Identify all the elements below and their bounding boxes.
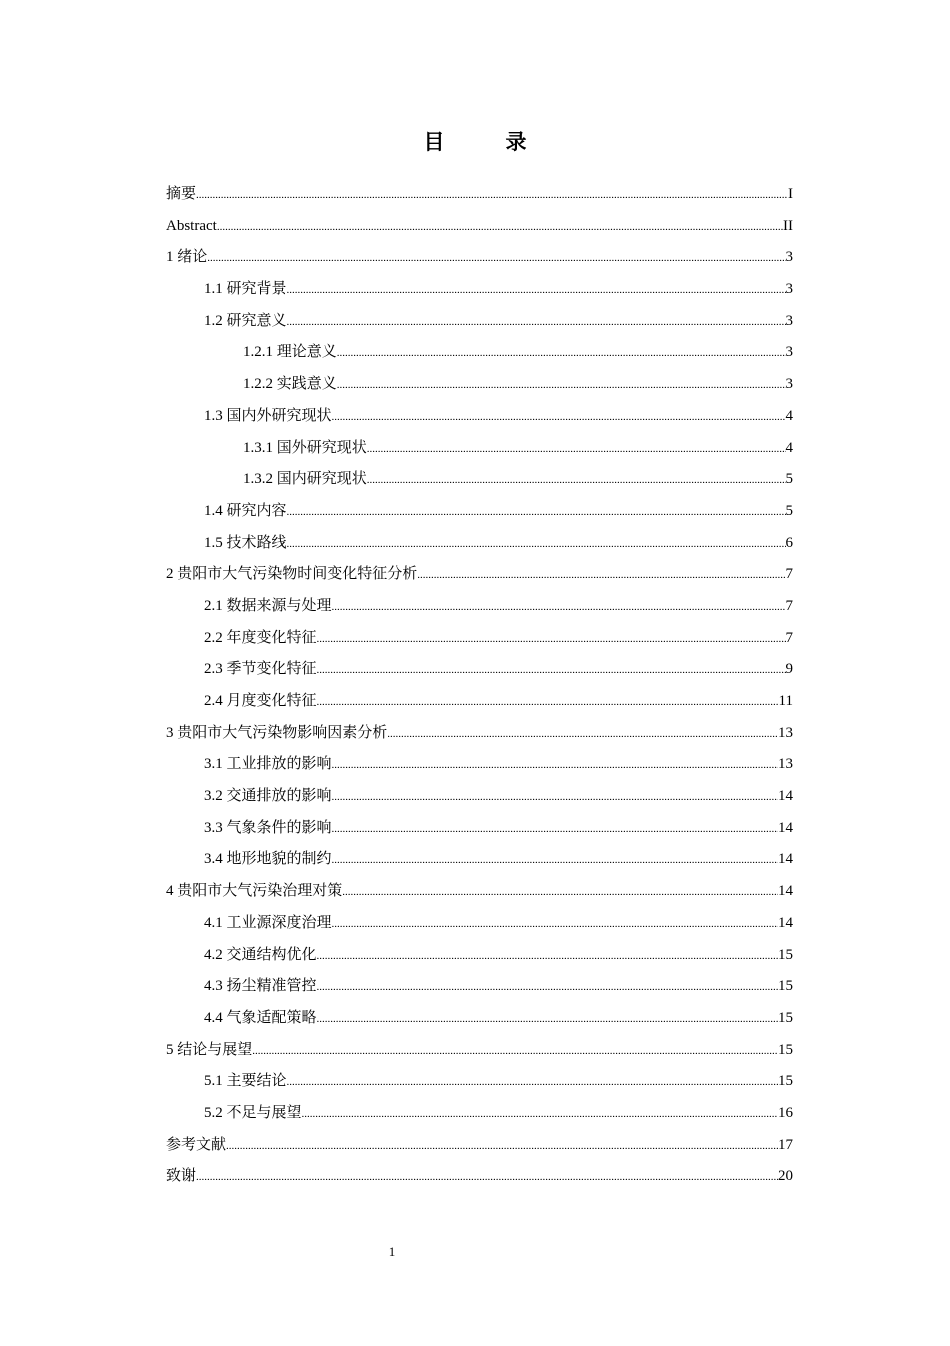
toc-leader-dots xyxy=(217,212,783,244)
toc-entry-page: 13 xyxy=(778,724,793,741)
toc-entry-page: 15 xyxy=(778,946,793,963)
toc-leader-dots xyxy=(207,243,785,275)
toc-entry-page: 3 xyxy=(785,376,793,393)
toc-entry-page: I xyxy=(788,186,793,202)
toc-entry[interactable] xyxy=(166,559,793,591)
toc-entry[interactable] xyxy=(166,401,793,433)
toc-leader-dots xyxy=(317,655,786,687)
toc-entry[interactable] xyxy=(166,686,793,718)
toc-entry[interactable] xyxy=(166,242,793,274)
toc-entry[interactable] xyxy=(166,464,793,496)
toc-leader-dots xyxy=(317,624,786,656)
toc-entry-title: 4.1 工业源深度治理 xyxy=(204,914,332,931)
toc-entry-page: 14 xyxy=(778,883,793,900)
toc-entry-title: 1 绪论 xyxy=(166,249,208,266)
toc-leader-dots xyxy=(317,972,778,1004)
toc-leader-dots xyxy=(252,1036,778,1068)
toc-leader-dots xyxy=(332,402,786,434)
toc-entry[interactable] xyxy=(166,1161,793,1193)
toc-entry[interactable] xyxy=(166,274,793,306)
toc-entry[interactable] xyxy=(166,1098,793,1130)
toc-entry[interactable] xyxy=(166,623,793,655)
toc-entry[interactable] xyxy=(166,908,793,940)
toc-entry[interactable] xyxy=(166,971,793,1003)
toc-entry[interactable] xyxy=(166,1003,793,1035)
toc-leader-dots xyxy=(287,275,786,307)
toc-entry-title: 2.1 数据来源与处理 xyxy=(204,597,332,614)
toc-entry-title: 1.5 技术路线 xyxy=(204,534,287,551)
toc-entry-page: 14 xyxy=(778,819,793,836)
toc-leader-dots xyxy=(337,338,786,370)
toc-entry-title: Abstract xyxy=(166,217,217,234)
toc-entry-title: 5.1 主要结论 xyxy=(204,1073,287,1090)
toc-entry[interactable] xyxy=(166,1130,793,1162)
toc-entry-page: 7 xyxy=(785,597,793,614)
toc-entry-page: 7 xyxy=(785,566,793,583)
toc-leader-dots xyxy=(287,529,786,561)
toc-entry-page: 7 xyxy=(785,629,793,646)
toc-entry[interactable] xyxy=(166,718,793,750)
toc-entry[interactable] xyxy=(166,211,793,243)
toc-entry-title: 1.4 研究内容 xyxy=(204,502,287,519)
toc-entry-title: 5.2 不足与展望 xyxy=(204,1104,302,1121)
toc-entry-title: 5 结论与展望 xyxy=(166,1041,253,1058)
toc-entry-title: 4.2 交通结构优化 xyxy=(204,946,317,963)
toc-entry-title: 2 贵阳市大气污染物时间变化特征分析 xyxy=(166,566,418,583)
toc-entry-title: 3.1 工业排放的影响 xyxy=(204,756,332,773)
toc-entry[interactable] xyxy=(166,940,793,972)
toc-entry-title: 1.3.2 国内研究现状 xyxy=(243,471,367,488)
toc-entry-page: 14 xyxy=(778,851,793,868)
toc-entry[interactable] xyxy=(166,369,793,401)
toc-entry-title: 3.4 地形地貌的制约 xyxy=(204,851,332,868)
toc-entry[interactable] xyxy=(166,528,793,560)
toc-entry-page: 20 xyxy=(778,1168,793,1185)
toc-entry[interactable] xyxy=(166,654,793,686)
toc-entry-page: 14 xyxy=(778,914,793,931)
toc-entry-page: 13 xyxy=(778,756,793,773)
toc-entry[interactable] xyxy=(166,306,793,338)
toc-entry-title: 3.2 交通排放的影响 xyxy=(204,788,332,805)
toc-list xyxy=(166,179,793,1193)
toc-entry[interactable] xyxy=(166,179,793,211)
toc-entry-page: 15 xyxy=(778,1073,793,1090)
toc-entry-page: 15 xyxy=(778,978,793,995)
toc-entry[interactable] xyxy=(166,749,793,781)
toc-entry-title: 4.4 气象适配策略 xyxy=(204,1009,317,1026)
toc-entry[interactable] xyxy=(166,781,793,813)
toc-leader-dots xyxy=(317,941,778,973)
toc-entry[interactable] xyxy=(166,1035,793,1067)
toc-entry-title: 3.3 气象条件的影响 xyxy=(204,819,332,836)
toc-entry-page: 17 xyxy=(778,1136,793,1153)
toc-entry-page: 6 xyxy=(785,534,793,551)
page-number: 1 xyxy=(388,1244,396,1259)
toc-entry-page: 3 xyxy=(785,249,793,266)
toc-leader-dots xyxy=(332,782,778,814)
toc-entry[interactable] xyxy=(166,813,793,845)
toc-entry-page: II xyxy=(783,217,793,234)
toc-entry-page: 15 xyxy=(778,1041,793,1058)
toc-entry-page: 16 xyxy=(778,1104,793,1121)
toc-leader-dots xyxy=(332,750,778,782)
toc-entry-page: 3 xyxy=(785,344,793,361)
toc-entry-title: 1.3 国内外研究现状 xyxy=(204,407,332,424)
toc-leader-dots xyxy=(367,434,786,466)
toc-entry-title: 4.3 扬尘精准管控 xyxy=(204,978,317,995)
toc-entry-title: 1.1 研究背景 xyxy=(204,281,287,298)
toc-entry-title: 2.3 季节变化特征 xyxy=(204,661,317,678)
toc-entry-title: 1.2 研究意义 xyxy=(204,312,287,329)
toc-entry[interactable] xyxy=(166,1066,793,1098)
toc-leader-dots xyxy=(196,1162,778,1194)
toc-entry-title: 1.2.1 理论意义 xyxy=(243,344,337,361)
toc-leader-dots xyxy=(317,687,779,719)
toc-entry-title: 致谢 xyxy=(166,1168,197,1185)
toc-leader-dots xyxy=(332,845,778,877)
toc-entry-page: 5 xyxy=(785,502,793,519)
toc-leader-dots xyxy=(287,497,786,529)
toc-entry-title: 2.2 年度变化特征 xyxy=(204,629,317,646)
toc-entry-page: 3 xyxy=(785,281,793,298)
toc-leader-dots xyxy=(302,1099,778,1131)
toc-leader-dots xyxy=(287,307,786,339)
toc-leader-dots xyxy=(342,877,778,909)
toc-entry-page: 5 xyxy=(785,471,793,488)
toc-entry[interactable] xyxy=(166,337,793,369)
toc-entry-page: 4 xyxy=(785,407,793,424)
toc-entry-title: 4 贵阳市大气污染治理对策 xyxy=(166,883,343,900)
toc-leader-dots xyxy=(337,370,786,402)
toc-entry-page: 11 xyxy=(778,693,793,709)
toc-entry-title: 参考文献 xyxy=(166,1136,227,1153)
toc-leader-dots xyxy=(332,592,786,624)
toc-entry-title: 摘要 xyxy=(166,186,197,202)
toc-leader-dots xyxy=(332,909,778,941)
toc-entry-title: 1.2.2 实践意义 xyxy=(243,376,337,393)
toc-entry[interactable] xyxy=(166,876,793,908)
toc-entry[interactable] xyxy=(166,496,793,528)
toc-title: 目 录 xyxy=(423,130,547,154)
toc-entry-title: 1.3.1 国外研究现状 xyxy=(243,439,367,456)
toc-leader-dots xyxy=(367,465,786,497)
toc-leader-dots xyxy=(317,1004,778,1036)
toc-entry[interactable] xyxy=(166,844,793,876)
toc-entry-page: 14 xyxy=(778,788,793,805)
toc-entry-page: 15 xyxy=(778,1009,793,1026)
toc-entry-title: 3 贵阳市大气污染物影响因素分析 xyxy=(166,724,388,741)
toc-leader-dots xyxy=(417,560,785,592)
toc-entry-page: 9 xyxy=(785,661,793,678)
toc-entry-page: 3 xyxy=(785,312,793,329)
toc-entry-title: 2.4 月度变化特征 xyxy=(204,693,317,709)
toc-entry[interactable] xyxy=(166,433,793,465)
toc-leader-dots xyxy=(387,719,778,751)
toc-leader-dots xyxy=(226,1131,778,1163)
toc-leader-dots xyxy=(287,1067,778,1099)
toc-entry-page: 4 xyxy=(785,439,793,456)
toc-leader-dots xyxy=(196,180,788,212)
toc-leader-dots xyxy=(332,814,778,846)
toc-entry[interactable] xyxy=(166,591,793,623)
